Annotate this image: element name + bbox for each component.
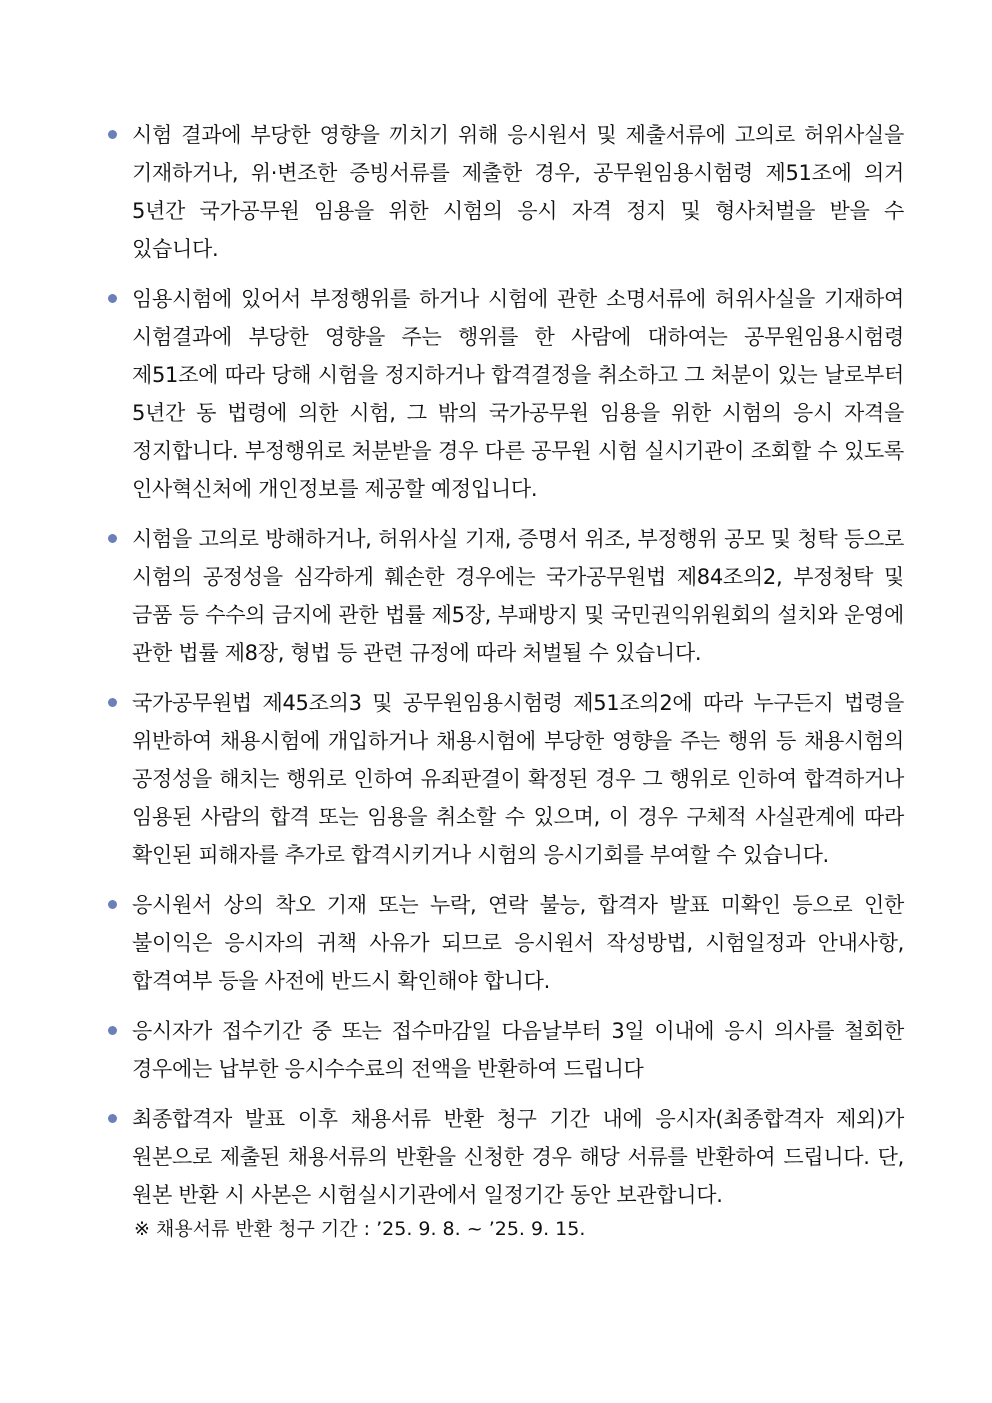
list-item [104,886,904,1000]
item-text: 응시원서 상의 착오 기재 또는 누락, 연락 불능, 합격자 발표 미확인 등으로 인한 불이익은 응시자의 귀책 사유가 되므로 응시원서 작성방법, 시험일정과 안내사항, 합격여부 등을 사전에 반드시 확인해야 합니다. [132,893,904,993]
list-item [104,684,904,874]
item-text: 국가공무원법 제45조의3 및 공무원임용시험령 제51조의2에 따라 누구든지 법령을 위반하여 채용시험에 개입하거나 채용시험에 부당한 영향을 주는 행위 등 채용시험의 공정성을 해치는 행위로 인하여 유죄판결이 확정된 경우 그 행위로 인하여 합격하거나 임용된 사람의 합격 또는 임용을 취소할 수 있으며, 이 경우 구체적 사실관계에 따라 확인된 피해자를 추가로 합격시키거나 시험의 응시기회를 부여할 수 있습니다. [132,691,904,867]
bullet-icon [108,698,117,707]
bullet-icon [108,534,117,543]
item-text: 시험을 고의로 방해하거나, 허위사실 기재, 증명서 위조, 부정행위 공모 및 청탁 등으로 시험의 공정성을 심각하게 훼손한 경우에는 국가공무원법 제84조의2, 부정청탁 및 금품 등 수수의 금지에 관한 법률 제5장, 부패방지 및 국민권익위원회의 설치와 운영에 관한 법률 제8장, 형법 등 관련 규정에 따라 처벌될 수 있습니다. [132,527,904,665]
bullet-icon [108,294,117,303]
item-text: 최종합격자 발표 이후 채용서류 반환 청구 기간 내에 응시자(최종합격자 제외)가 원본으로 제출된 채용서류의 반환을 신청한 경우 해당 서류를 반환하여 드립니다. 단, 원본 반환 시 사본은 시험실시기관에서 일정기간 동안 보관합니다. [132,1107,904,1207]
notice-list [104,116,904,1256]
list-item [104,1100,904,1244]
item-text: 응시자가 접수기간 중 또는 접수마감일 다음날부터 3일 이내에 응시 의사를 철회한 경우에는 납부한 응시수수료의 전액을 반환하여 드립니다 [132,1019,904,1081]
list-item [104,1012,904,1088]
return-period-note: ※ 채용서류 반환 청구 기간 : ’25. 9. 8. ~ ’25. 9. 15. [134,1218,586,1240]
item-text: 시험 결과에 부당한 영향을 끼치기 위해 응시원서 및 제출서류에 고의로 허위사실을 기재하거나, 위·변조한 증빙서류를 제출한 경우, 공무원임용시험령 제51조에 의거 5년간 국가공무원 임용을 위한 시험의 응시 자격 정지 및 형사처벌을 받을 수 있습니다. [132,123,904,261]
list-item [104,280,904,508]
item-text: 임용시험에 있어서 부정행위를 하거나 시험에 관한 소명서류에 허위사실을 기재하여 시험결과에 부당한 영향을 주는 행위를 한 사람에 대하여는 공무원임용시험령 제51조에 따라 당해 시험을 정지하거나 합격결정을 취소하고 그 처분이 있는 날로부터 5년간 동 법령에 의한 시험, 그 밖의 국가공무원 임용을 위한 시험의 응시 자격을 정지합니다. 부정행위로 처분받을 경우 다른 공무원 시험 실시기관이 조회할 수 있도록 인사혁신처에 개인정보를 제공할 예정입니다. [132,287,904,501]
bullet-icon [108,1026,117,1035]
list-item [104,520,904,672]
bullet-icon [108,130,117,139]
bullet-icon [108,1114,117,1123]
list-item [104,116,904,268]
bullet-icon [108,900,117,909]
